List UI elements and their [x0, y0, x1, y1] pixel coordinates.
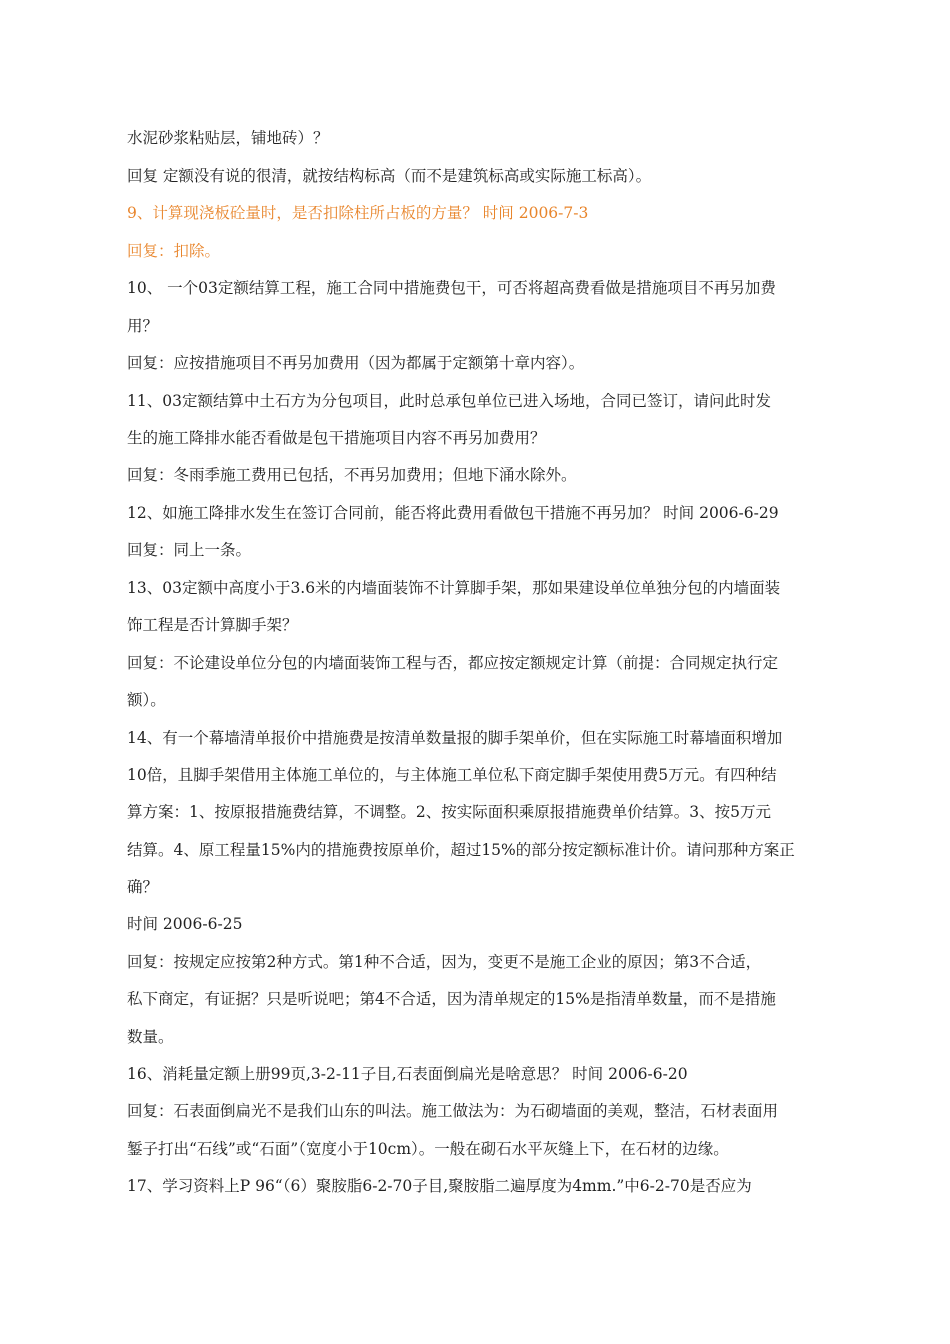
text-line: 饰工程是否计算脚手架？: [127, 616, 298, 634]
text-line: 10、 一个03定额结算工程，施工合同中措施费包干，可否将超高费看做是措施项目不再另加费: [127, 279, 776, 297]
text-line: 数量。: [127, 1028, 174, 1046]
text-line: 10倍，且脚手架借用主体施工单位的，与主体施工单位私下商定脚手架使用费5万元。有四种结: [127, 766, 777, 784]
text-line: 水泥砂浆粘贴层，铺地砖）？: [127, 129, 329, 147]
text-line: 结算。4、原工程量15%内的措施费按原单价，超过15%的部分按定额标准计价。请问那种方案正: [127, 841, 795, 859]
text-line: 14、有一个幕墙清单报价中措施费是按清单数量报的脚手架单价，但在实际施工时幕墙面积增加: [127, 729, 783, 747]
text-line: 时间 2006-6-25: [127, 915, 243, 933]
text-line: 11、03定额结算中土石方为分包项目，此时总承包单位已进入场地，合同已签订，请问此时发: [127, 392, 771, 410]
text-line: 回复：同上一条。: [127, 541, 252, 559]
text-line: 16、消耗量定额上册99页,3-2-11子目,石表面倒扁光是啥意思？ 时间 2006-6-20: [127, 1065, 688, 1083]
text-line-highlighted: 回复：扣除。: [127, 242, 221, 260]
text-line: 12、如施工降排水发生在签订合同前，能否将此费用看做包干措施不再另加？ 时间 2006-6-29: [127, 504, 779, 522]
text-line: 回复：按规定应按第2种方式。第1种不合适，因为，变更不是施工企业的原因；第3不合适，: [127, 953, 762, 971]
text-line: 私下商定，有证据？只是听说吧；第4不合适，因为清单规定的15%是指清单数量，而不是措施: [127, 990, 776, 1008]
text-line: 13、03定额中高度小于3.6米的内墙面装饰不计算脚手架，那如果建设单位单独分包的内墙面装: [127, 579, 781, 597]
text-line: 算方案：1、按原报措施费结算，不调整。2、按实际面积乘原报措施费单价结算。3、按5万元: [127, 803, 771, 821]
text-line: 回复：石表面倒扁光不是我们山东的叫法。施工做法为：为石砌墙面的美观，整洁，石材表面用: [127, 1102, 779, 1120]
text-line: 确？: [127, 878, 159, 896]
text-line-highlighted: 9、计算现浇板砼量时，是否扣除柱所占板的方量？ 时间 2006-7-3: [127, 204, 589, 222]
text-line: 17、学习资料上P 96“（6）聚胺脂6-2-70子目,聚胺脂二遍厚度为4mm.”中6-2-70是否应为: [127, 1177, 752, 1195]
text-line: 錾子打出“石线”或“石面”（宽度小于10cm）。一般在砌石水平灰缝上下，在石材的边缘。: [127, 1140, 729, 1158]
text-line: 回复：不论建设单位分包的内墙面装饰工程与否，都应按定额规定计算（前提：合同规定执行定: [127, 654, 779, 672]
text-line: 额）。: [127, 691, 166, 709]
text-line: 用？: [127, 317, 159, 335]
text-line: 回复 定额没有说的很清，就按结构标高（而不是建筑标高或实际施工标高）。: [127, 167, 652, 185]
text-line: 回复：冬雨季施工费用已包括，不再另加费用；但地下涌水除外。: [127, 466, 577, 484]
text-line: 生的施工降排水能否看做是包干措施项目内容不再另加费用？: [127, 429, 546, 447]
text-line: 回复：应按措施项目不再另加费用（因为都属于定额第十章内容）。: [127, 354, 585, 372]
